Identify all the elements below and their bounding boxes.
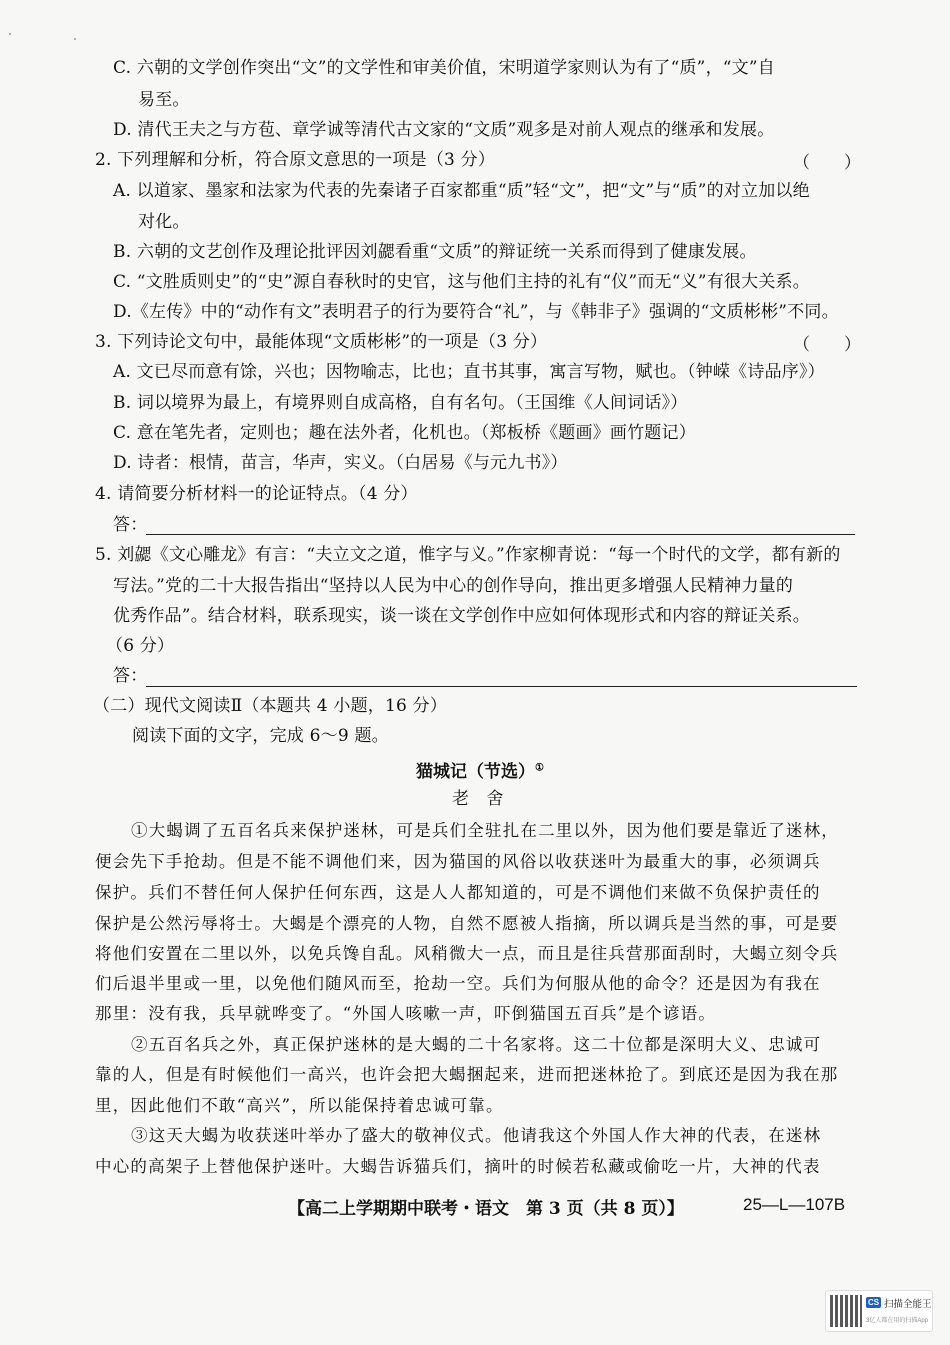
q3-option-d: D. 诗者：根情，苗言，华声，实义。（白居易《与元九书》） bbox=[113, 453, 568, 473]
section-heading: （二）现代文阅读Ⅱ（本题共 4 小题，16 分） bbox=[93, 696, 448, 716]
q3-option-b: B. 词以境界为最上，有境界则自成高格，自有名句。（王国维《人间词话》） bbox=[113, 393, 688, 413]
story-line: ②五百名兵之外，真正保护迷林的是大蝎的二十名家将。这二十位都是深明大义、忠诚可 bbox=[131, 1035, 822, 1054]
story-line: 们后退半里或一里，以免他们随风而至，抢劫一空。兵们为何服从他的命令？还是因为有我在 bbox=[95, 974, 821, 993]
option-c-line1: C. 六朝的文学创作突出“文”的文学性和审美价值，宋明道学家则认为有了“质”，“文”自 bbox=[113, 58, 775, 78]
question-5-line2: 写法。”党的二十大报告指出“坚持以人民为中心的创作导向，推出更多增强人民精神力量的 bbox=[113, 576, 794, 596]
question-5-line1: 5. 刘勰《文心雕龙》有言：“夫立文之道，惟字与义。”作家柳青说：“每一个时代的文学，都有新的 bbox=[95, 545, 841, 565]
story-line: 里，因此他们不敢“高兴”，所以能保持着忠诚可靠。 bbox=[95, 1096, 504, 1115]
story-line: 那里：没有我，兵早就哗变了。“外国人咳嗽一声，吓倒猫国五百兵”是个谚语。 bbox=[95, 1004, 717, 1023]
q3-option-c: C. 意在笔先者，定则也；趣在法外者，化机也。（郑板桥《题画》画竹题记） bbox=[113, 423, 696, 443]
question-4-answer-label: 答： bbox=[113, 515, 148, 535]
camscanner-name: 扫描全能王 bbox=[884, 1299, 932, 1310]
question-2-stem: 2. 下列理解和分析，符合原文意思的一项是（3 分） bbox=[95, 150, 496, 170]
page-footer: 【高二上学期期中联考・语文 第 3 页（共 8 页）】 bbox=[288, 1199, 684, 1219]
story-line: 将他们安置在二里以外，以免兵馋自乱。风稍微大一点，而且是往兵营那面刮时，大蝎立刻令兵 bbox=[95, 944, 839, 963]
q2-option-b: B. 六朝的文艺创作及理论批评因刘勰看重“文质”的辩证统一关系而得到了健康发展。 bbox=[113, 242, 757, 262]
camscanner-tagline: 3亿人都在用的扫描App bbox=[866, 1318, 929, 1324]
story-author: 老 舍 bbox=[452, 789, 504, 809]
camscanner-logo: CS bbox=[868, 1298, 880, 1307]
story-line: 中心的高架子上替他保护迷叶。大蝎告诉猫兵们，摘叶的时候若私藏或偷吃一片，大神的代表 bbox=[95, 1157, 821, 1176]
option-d: D. 清代王夫之与方苞、章学诚等清代古文家的“文质”观多是对前人观点的继承和发展。 bbox=[113, 120, 775, 140]
q2-option-a-line1: A. 以道家、墨家和法家为代表的先秦诸子百家都重“质”轻“文”，把“文”与“质”的对立加以绝 bbox=[113, 181, 810, 201]
story-line: 保护是公然污辱将士。大蝎是个漂亮的人物，自然不愿被人指摘，所以调兵是当然的事，可是要 bbox=[95, 914, 839, 933]
story-line: ③这天大蝎为收获迷叶举办了盛大的敬神仪式。他请我这个外国人作大神的代表，在迷林 bbox=[131, 1126, 822, 1145]
scan-speck bbox=[74, 38, 76, 40]
story-line: ①大蝎调了五百名兵来保护迷林，可是兵们全驻扎在二里以外，因为他们要是靠近了迷林， bbox=[131, 821, 839, 840]
story-line: 靠的人，但是有时候他们一高兴，也许会把大蝎捆起来，进而把迷林抢了。到底还是因为我在那 bbox=[95, 1065, 839, 1084]
question-3-answer-paren[interactable]: （ ） bbox=[793, 335, 861, 355]
paper-code: 25—L—107B bbox=[743, 1195, 846, 1214]
question-4-answer-line[interactable] bbox=[146, 534, 855, 535]
reading-instruction: 阅读下面的文字，完成 6～9 题。 bbox=[132, 726, 389, 746]
option-c-line2: 易至。 bbox=[138, 90, 190, 110]
question-5-line3: 优秀作品”。结合材料，联系现实，谈一谈在文学创作中应如何体现形式和内容的辩证关系。 bbox=[113, 606, 810, 626]
story-line: 便会先下手抢劫。但是不能不调他们来，因为猫国的风俗以收获迷叶为最重大的事，必须调兵 bbox=[95, 852, 821, 871]
question-3-stem: 3. 下列诗论文句中，最能体现“文质彬彬”的一项是（3 分） bbox=[95, 332, 548, 352]
q3-option-a: A. 文已尽而意有馀，兴也；因物喻志，比也；直书其事，寓言写物，赋也。（钟嵘《诗品序》） bbox=[113, 362, 825, 382]
question-5-score: （6 分） bbox=[106, 636, 175, 656]
q2-option-d: D.《左传》中的“动作有文”表明君子的行为要符合“礼”，与《韩非子》强调的“文质彬彬”不同。 bbox=[113, 302, 839, 322]
scanner-watermark bbox=[825, 1290, 933, 1332]
scan-speck bbox=[9, 33, 11, 35]
story-title: 猫城记（节选）① bbox=[416, 762, 544, 782]
question-5-answer-label: 答： bbox=[113, 666, 148, 686]
story-line: 保护。兵们不替任何人保护任何东西，这是人人都知道的，可是不调他们来做不负保护责任的 bbox=[95, 883, 821, 902]
question-2-answer-paren[interactable]: （ ） bbox=[793, 153, 861, 173]
footnote-mark: ① bbox=[535, 762, 544, 774]
qr-code-icon bbox=[830, 1295, 862, 1327]
q2-option-a-line2: 对化。 bbox=[138, 212, 190, 232]
question-4-stem: 4. 请简要分析材料一的论证特点。（4 分） bbox=[95, 484, 418, 504]
q2-option-c: C. “文胜质则史”的“史”源自春秋时的史官，这与他们主持的礼有“仪”而无“义”有很大关系。 bbox=[113, 272, 810, 292]
question-5-answer-line[interactable] bbox=[146, 686, 857, 687]
